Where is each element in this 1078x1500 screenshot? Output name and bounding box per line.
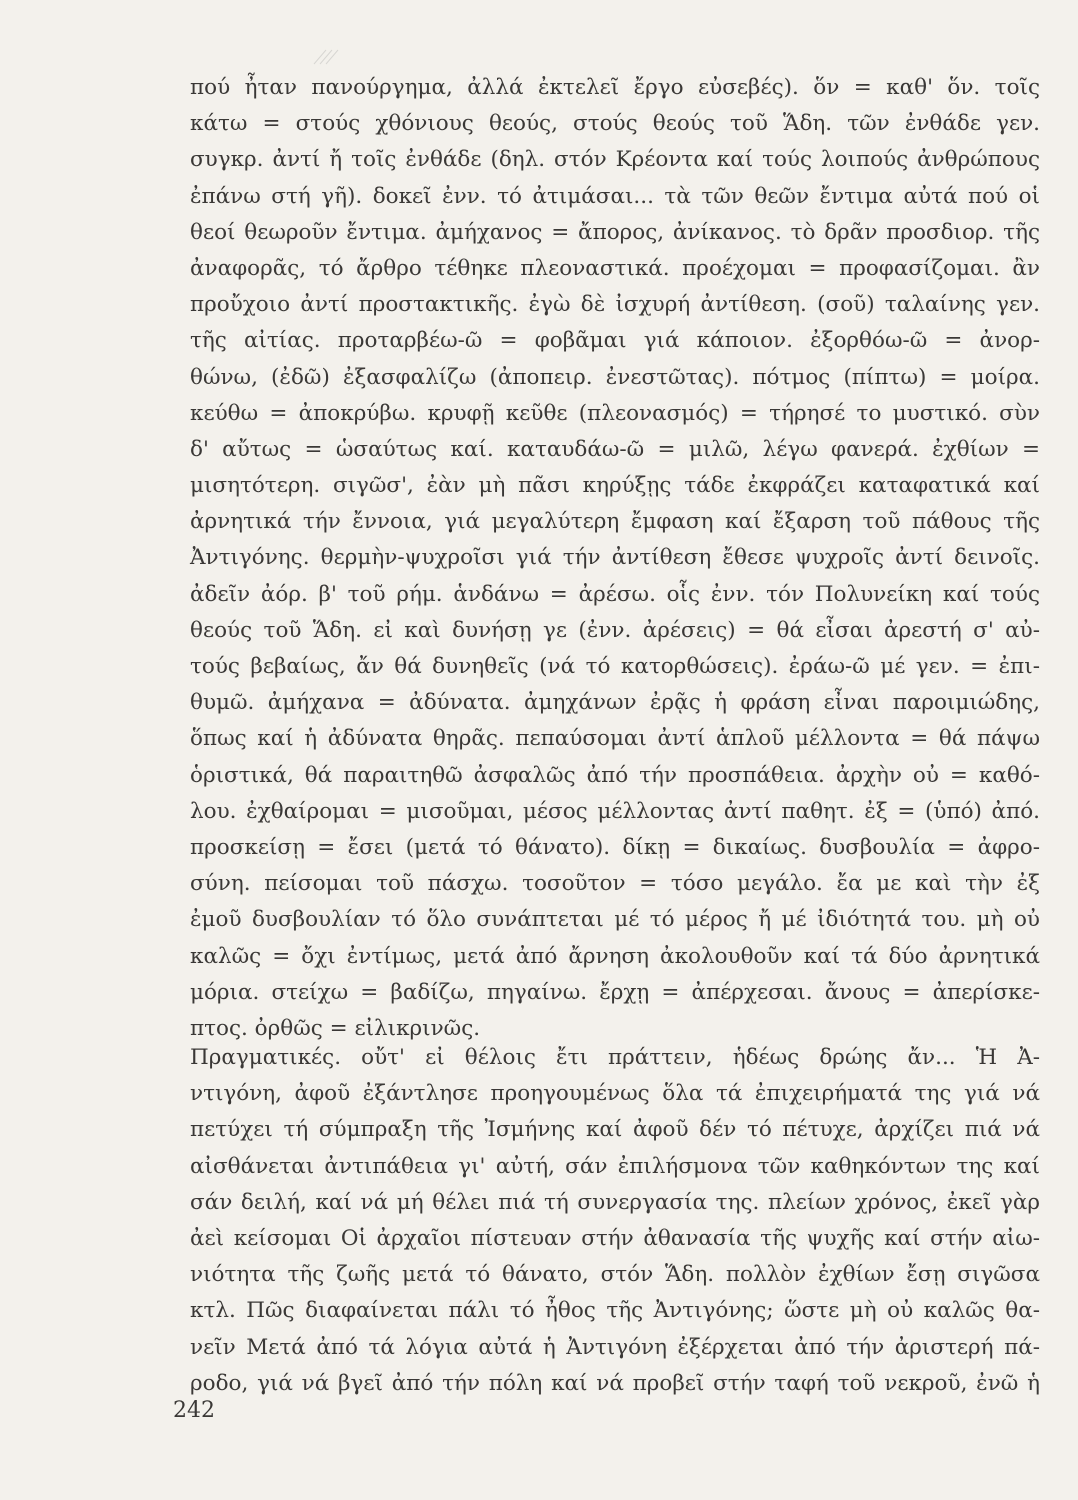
commentary-line: νεῖν Μετά ἀπό τά λόγια αὐτά ἡ Ἀντιγόνη ἐξέρχεται ἀπό τήν ἀριστερή πά- xyxy=(190,1334,1040,1360)
glossary-line: ὅπως καί ἡ ἀδύνατα θηρᾶς. πεπαύσομαι ἀντί ἁπλοῦ μέλλοντα = θά πάψω xyxy=(190,726,1040,752)
commentary-section xyxy=(190,1040,1040,1402)
glossary-line: μόρια. στείχω = βαδίζω, πηγαίνω. ἔρχῃ = ἀπέρχεσαι. ἄνους = ἀπερίσκε- xyxy=(190,979,1040,1005)
glossary-line: τῆς αἰτίας. προταρβέω-ῶ = φοβᾶμαι γιά κάποιον. ἐξορθόω-ῶ = ἀνορ- xyxy=(190,328,1040,354)
glossary-line: δ' αὔτως = ὡσαύτως καί. καταυδάω-ῶ = μιλῶ, λέγω φανερά. ἐχθίων = xyxy=(190,436,1040,462)
glossary-line: ὁριστικά, θά παραιτηθῶ ἀσφαλῶς ἀπό τήν προσπάθεια. ἀρχὴν οὐ = καθό- xyxy=(190,762,1040,788)
glossary-line: ἐμοῦ δυσβουλίαν τό ὅλο συνάπτεται μέ τό μέρος ἤ μέ ἰδιότητά του. μὴ οὐ xyxy=(190,907,1040,933)
glossary-line: κάτω = στούς χθόνιους θεούς, στούς θεούς τοῦ Ἅδη. τῶν ἐνθάδε γεν. xyxy=(190,111,1040,137)
ink-mark xyxy=(312,48,342,66)
glossary-line: πτος. ὀρθῶς = εἰλικρινῶς. xyxy=(190,1015,481,1041)
glossary-line: προσκείσῃ = ἔσει (μετά τό θάνατο). δίκῃ = δικαίως. δυσβουλία = ἀφρο- xyxy=(190,834,1040,860)
glossary-line: θυμῶ. ἀμήχανα = ἀδύνατα. ἀμηχάνων ἐρᾷς ἡ φράση εἶναι παροιμιώδης, xyxy=(190,690,1040,716)
glossary-line: πού ἦταν πανούργημα, ἀλλά ἐκτελεῖ ἔργο εὐσεβές). ὅν = καθ' ὅν. τοῖς xyxy=(190,75,1040,100)
glossary-line: λου. ἐχθαίρομαι = μισοῦμαι, μέσος μέλλοντας ἀντί παθητ. ἐξ = (ὑπό) ἀπό. xyxy=(190,798,1040,824)
glossary-line: Ἀντιγόνης. θερμὴν-ψυχροῖσι γιά τήν ἀντίθεση ἔθεσε ψυχροῖς ἀντί δεινοῖς. xyxy=(190,545,1040,571)
glossary-line: ἀναφορᾶς, τό ἄρθρο τέθηκε πλεοναστικά. προέχομαι = προφασίζομαι. ἂν xyxy=(190,255,1040,281)
commentary-line: ἀεὶ κείσομαι Οἱ ἀρχαῖοι πίστευαν στήν ἀθανασία τῆς ψυχῆς καί στήν αἰω- xyxy=(190,1225,1040,1251)
commentary-line: αἰσθάνεται ἀντιπάθεια γι' αὐτή, σάν ἐπιλήσμονα τῶν καθηκόντων της καί xyxy=(190,1153,1040,1179)
glossary-line: τούς βεβαίως, ἄν θά δυνηθεῖς (νά τό κατορθώσεις). ἐράω-ῶ μέ γεν. = ἐπι- xyxy=(190,654,1040,679)
commentary-line: κτλ. Πῶς διαφαίνεται πάλι τό ἦθος τῆς Ἀντιγόνης; ὥστε μὴ οὐ καλῶς θα- xyxy=(190,1298,1040,1324)
commentary-line: πετύχει τή σύμπραξη τῆς Ἰσμήνης καί ἀφοῦ δέν τό πέτυχε, ἀρχίζει πιά νά xyxy=(190,1117,1040,1143)
glossary-line: συγκρ. ἀντί ἤ τοῖς ἐνθάδε (δηλ. στόν Κρέοντα καί τούς λοιπούς ἀνθρώπους xyxy=(190,147,1040,173)
glossary-line: καλῶς = ὄχι ἐντίμως, μετά ἀπό ἄρνηση ἀκολουθοῦν καί τά δύο ἀρνητικά xyxy=(190,943,1040,969)
commentary-line: ροδο, γιά νά βγεῖ ἀπό τήν πόλη καί νά προβεῖ στήν ταφή τοῦ νεκροῦ, ἐνῶ ἡ xyxy=(190,1370,1040,1396)
glossary-line: θεοί θεωροῦν ἔντιμα. ἀμήχανος = ἄπορος, ἀνίκανος. τὸ δρᾶν προσδιορ. τῆς xyxy=(190,219,1040,245)
glossary-line: σύνη. πείσομαι τοῦ πάσχω. τοσοῦτον = τόσο μεγάλο. ἔα με καὶ τὴν ἐξ xyxy=(190,871,1040,897)
glossary-section xyxy=(190,70,1040,1047)
glossary-line: ἀδεῖν ἀόρ. β' τοῦ ρήμ. ἁνδάνω = ἀρέσω. οἷς ἐνν. τόν Πολυνείκη καί τούς xyxy=(190,581,1040,607)
glossary-line: ἀρνητικά τήν ἔννοια, γιά μεγαλύτερη ἔμφαση καί ἔξαρση τοῦ πάθους τῆς xyxy=(190,509,1040,535)
commentary-line: σάν δειλή, καί νά μή θέλει πιά τή συνεργασία της. πλείων χρόνος, ἐκεῖ γὰρ xyxy=(190,1189,1040,1215)
glossary-line: ἐπάνω στή γῆ). δοκεῖ ἐνν. τό ἀτιμάσαι... τὰ τῶν θεῶν ἔντιμα αὐτά πού οἱ xyxy=(190,183,1040,209)
commentary-line: Πραγματικές. οὔτ' εἰ θέλοις ἔτι πράττειν, ἡδέως δρώης ἄν... Ἡ Ἀ- xyxy=(190,1045,1040,1070)
page-number: 242 xyxy=(173,1398,215,1423)
commentary-line: ντιγόνη, ἀφοῦ ἐξάντλησε προηγουμένως ὅλα τά ἐπιχειρήματά της γιά νά xyxy=(190,1081,1040,1107)
glossary-line: προὔχοιο ἀντί προστακτικῆς. ἐγὼ δὲ ἰσχυρή ἀντίθεση. (σοῦ) ταλαίνης γεν. xyxy=(190,292,1040,318)
glossary-line: θεούς τοῦ Ἅδη. εἰ καὶ δυνήσῃ γε (ἐνν. ἀρέσεις) = θά εἶσαι ἀρεστή σ' αὐ- xyxy=(190,617,1040,643)
glossary-line: μισητότερη. σιγῶσ', ἐὰν μὴ πᾶσι κηρύξῃς τάδε ἐκφράζει καταφατικά καί xyxy=(190,473,1040,499)
glossary-line: θώνω, (ἐδῶ) ἐξασφαλίζω (ἀποπειρ. ἐνεστῶτας). πότμος (πίπτω) = μοίρα. xyxy=(190,364,1040,390)
commentary-line: νιότητα τῆς ζωῆς μετά τό θάνατο, στόν Ἅδη. πολλὸν ἐχθίων ἔσῃ σιγῶσα xyxy=(190,1262,1040,1288)
glossary-line: κεύθω = ἀποκρύβω. κρυφῇ κεῦθε (πλεονασμός) = τήρησέ το μυστικό. σὺν xyxy=(190,400,1040,426)
